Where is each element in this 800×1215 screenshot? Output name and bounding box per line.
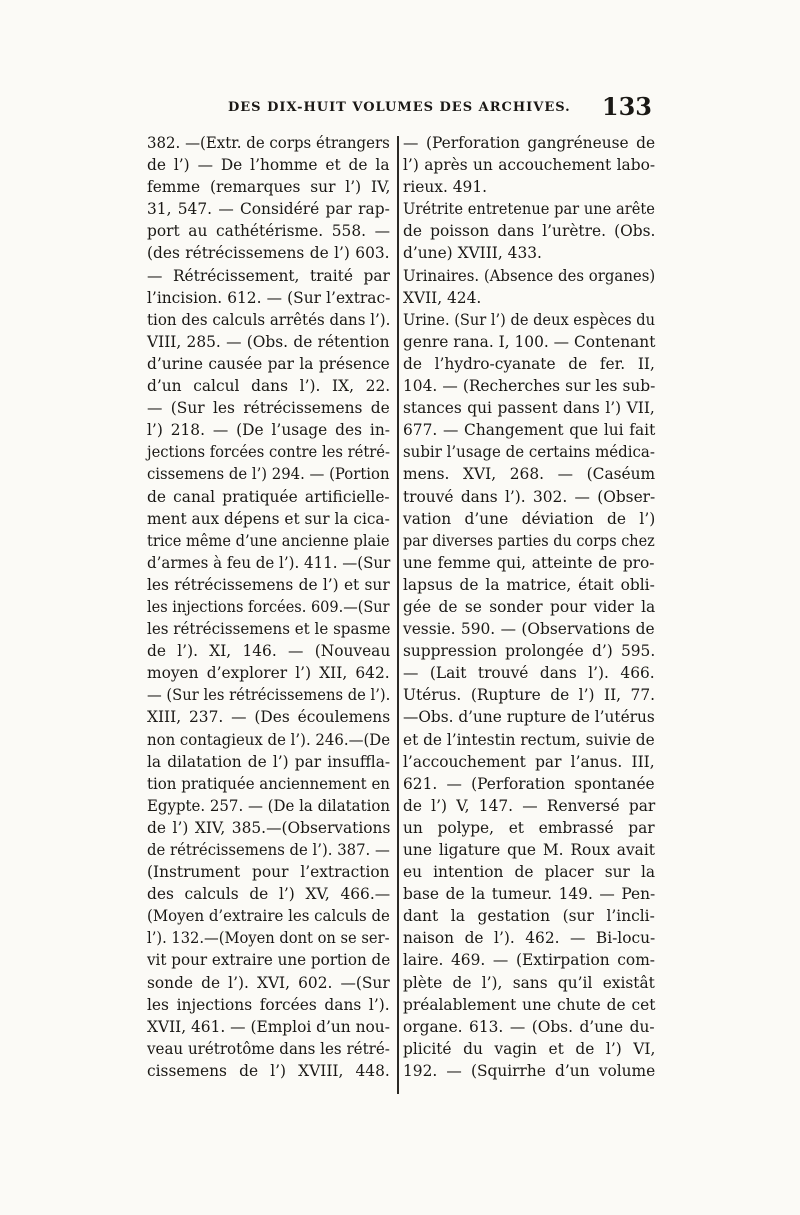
index-line: sonde de l’). XVI, 602. —(Sur — [147, 973, 390, 992]
index-line: organe. 613. — (Obs. d’une du- — [403, 1017, 655, 1036]
index-line: d’une) XVIII, 433. — [403, 244, 542, 263]
index-line: suppression prolongée d’) 595. — [403, 642, 656, 661]
running-head — [150, 92, 652, 122]
index-line: une ligature que M. Roux avait — [403, 841, 655, 859]
index-line: vit pour extraire une portion de — [147, 951, 391, 970]
index-line: — (Sur les rétrécissemens de l’). — [147, 686, 391, 705]
index-line: une femme qui, atteinte de pro- — [403, 553, 655, 572]
index-line: 382. —(Extr. de corps étrangers — [147, 134, 390, 152]
column-divider — [397, 136, 399, 1094]
index-line: — (Perforation gangréneuse de — [403, 134, 656, 152]
index-line: et de l’intestin rectum, suivie de — [403, 730, 655, 749]
index-line: eu intention de placer sur la — [403, 863, 656, 882]
index-line: (Moyen d’extraire les calculs de — [147, 907, 390, 926]
index-line: Utérus. (Rupture de l’) II, 77. — [403, 686, 656, 705]
index-line: — (Sur les rétrécissemens de — [147, 399, 390, 418]
index-line: par diverses parties du corps chez — [403, 531, 655, 550]
index-line: les rétrécissemens et le spasme — [147, 620, 391, 639]
index-line: de canal pratiquée artificielle- — [147, 487, 390, 506]
index-line: XVII, 424. — [403, 288, 482, 307]
index-line: l’) 218. — (De l’usage des in- — [147, 421, 390, 440]
index-line: 104. — (Recherches sur les sub- — [403, 377, 656, 396]
index-line: dant la gestation (sur l’incli- — [403, 907, 655, 926]
index-line: de l’) V, 147. — Renversé par — [403, 796, 656, 815]
index-line: d’un calcul dans l’). IX, 22. — [147, 377, 391, 396]
index-line: non contagieux de l’). 246.—(De — [147, 730, 391, 749]
index-line: ment aux dépens et sur la cica- — [147, 509, 390, 528]
index-line: rieux. 491. — [403, 178, 488, 197]
index-line: des calculs de l’) XV, 466.— — [147, 885, 391, 904]
index-line: mens. XVI, 268. — (Caséum — [403, 465, 656, 484]
index-line: l’) après un accouchement labo- — [403, 156, 656, 175]
index-line: subir l’usage de certains médica- — [403, 443, 655, 462]
index-line: —Obs. d’une rupture de l’utérus — [403, 708, 655, 727]
index-line: tion des calculs arrêtés dans l’). — [147, 310, 391, 329]
index-line: tion pratiquée anciennement en — [147, 774, 390, 793]
running-title: DES DIX-HUIT VOLUMES DES ARCHIVES. — [228, 100, 571, 115]
index-line: cissemens de l’) 294. — (Portion — [147, 465, 390, 484]
index-line: Urétrite entretenue par une arête — [403, 200, 655, 219]
index-column-left — [147, 132, 390, 1082]
index-line: 192. — (Squirrhe d’un volume — [403, 1061, 656, 1080]
index-line: les injections forcées. 609.—(Sur — [147, 597, 390, 616]
index-line: Urine. (Sur l’) de deux espèces du — [403, 310, 656, 329]
index-line: de l’). XI, 146. — (Nouveau — [147, 642, 391, 661]
index-line: jections forcées contre les rétré- — [147, 443, 390, 462]
index-line: 31, 547. — Considéré par rap- — [147, 200, 390, 219]
index-line: genre rana. I, 100. — Contenant — [403, 332, 656, 351]
index-line: 677. — Changement que lui fait — [403, 421, 656, 440]
index-line: l’incision. 612. — (Sur l’extrac- — [147, 288, 391, 307]
index-line: naison de l’). 462. — Bi-locu- — [403, 929, 656, 948]
index-line: lapsus de la matrice, était obli- — [403, 575, 655, 594]
index-line: préalablement une chute de cet — [403, 995, 656, 1014]
index-line: XVII, 461. — (Emploi d’un nou- — [147, 1017, 390, 1036]
index-line: cissemens de l’) XVIII, 448. — [147, 1061, 390, 1080]
index-line: trice même d’une ancienne plaie — [147, 531, 390, 550]
index-line: la dilatation de l’) par insuffla- — [147, 752, 391, 771]
index-line: femme (remarques sur l’) IV, — [147, 178, 391, 197]
index-line: — Rétrécissement, traité par — [147, 266, 390, 285]
index-line: d’armes à feu de l’). 411. —(Sur — [147, 553, 391, 572]
index-line: base de la tumeur. 149. — Pen- — [403, 885, 656, 904]
index-line: vation d’une déviation de l’) — [403, 509, 656, 528]
index-line: veau urétrotôme dans les rétré- — [147, 1039, 390, 1058]
index-line: trouvé dans l’). 302. — (Obser- — [403, 487, 656, 506]
index-line: moyen d’explorer l’) XII, 642. — [147, 664, 390, 683]
index-line: gée de se sonder pour vider la — [403, 597, 656, 616]
index-line: l’accouchement par l’anus. III, — [403, 752, 655, 771]
index-line: un polype, et embrassé par — [403, 818, 655, 837]
index-line: de rétrécissemens de l’). 387. — — [147, 841, 390, 859]
index-line: port au cathétérisme. 558. — — [147, 222, 391, 241]
index-line: d’urine causée par la présence — [147, 354, 390, 373]
index-line: vessie. 590. — (Observations de — [403, 620, 655, 639]
index-line: de l’hydro-cyanate de fer. II, — [403, 354, 655, 373]
index-line: Urinaires. (Absence des organes) — [403, 266, 656, 285]
index-line: plète de l’), sans qu’il existât — [403, 973, 655, 992]
index-line: XIII, 237. — (Des écoulemens — [147, 708, 391, 727]
index-line: Egypte. 257. — (De la dilatation — [147, 796, 391, 815]
index-line: 621. — (Perforation spontanée — [403, 774, 655, 793]
index-line: VIII, 285. — (Obs. de rétention — [147, 332, 390, 351]
index-column-right — [403, 132, 655, 1082]
index-line: de l’) — De l’homme et de la — [147, 156, 390, 175]
index-line: les rétrécissemens de l’) et sur — [147, 575, 390, 594]
index-line: (des rétrécissemens de l’) 603. — [147, 244, 390, 263]
page-number: 133 — [601, 92, 652, 121]
index-line: (Instrument pour l’extraction — [147, 863, 390, 882]
index-line: de poisson dans l’urètre. (Obs. — [403, 222, 656, 241]
index-line: — (Lait trouvé dans l’). 466. — [403, 664, 655, 683]
index-line: l’). 132.—(Moyen dont on se ser- — [147, 929, 390, 948]
index-line: laire. 469. — (Extirpation com- — [403, 951, 655, 970]
index-line: de l’) XIV, 385.—(Observations — [147, 818, 391, 837]
index-line: plicité du vagin et de l’) VI, — [403, 1039, 656, 1058]
index-line: stances qui passent dans l’) VII, — [403, 399, 655, 418]
index-line: les injections forcées dans l’). — [147, 995, 390, 1014]
